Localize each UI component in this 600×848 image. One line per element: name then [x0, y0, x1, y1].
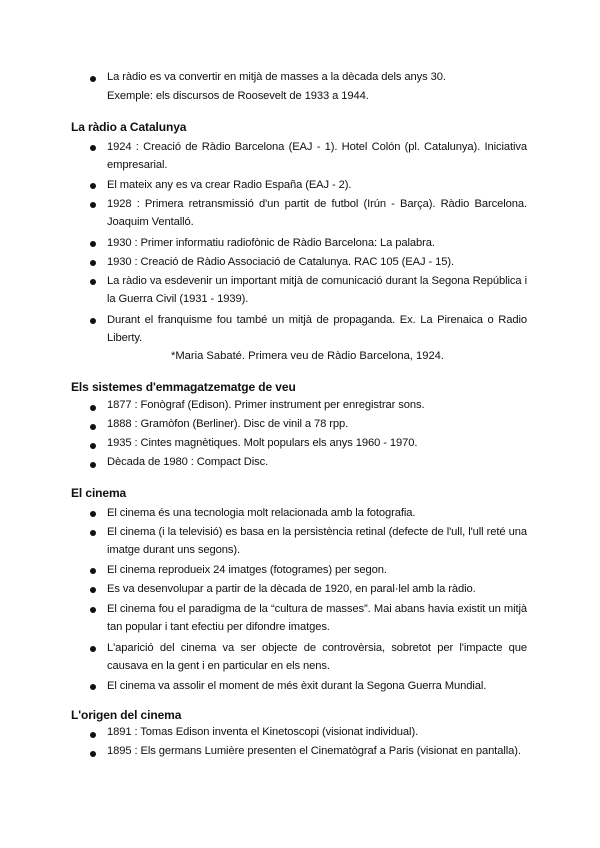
- list-item: 1877 : Fonògraf (Edison). Primer instrument per enregistrar sons.: [107, 399, 425, 411]
- section-heading-radio-catalunya: La ràdio a Catalunya: [71, 120, 187, 134]
- bullet: [90, 424, 96, 430]
- list-item: 1935 : Cintes magnètiques. Molt populars els anys 1960 - 1970.: [107, 437, 418, 449]
- list-item: El mateix any es va crear Radio España (EAJ - 2).: [107, 179, 352, 191]
- bullet: [90, 511, 96, 517]
- list-item: El cinema és una tecnologia molt relacionada amb la fotografia.: [107, 507, 416, 519]
- bullet: [90, 183, 96, 189]
- bullet: [90, 405, 96, 411]
- section-heading-veu: Els sistemes d'emmagatzematge de veu: [71, 380, 296, 394]
- bullet: [90, 76, 96, 82]
- bullet: [90, 145, 96, 151]
- list-item: 1888 : Gramòfon (Berliner). Disc de vinil a 78 rpp.: [107, 418, 349, 430]
- list-item: 1930 : Creació de Ràdio Associació de Catalunya. RAC 105 (EAJ - 15).: [107, 256, 455, 268]
- bullet: [90, 260, 96, 266]
- list-item: 1891 : Tomas Edison inventa el Kinetoscopi (visionat individual).: [107, 726, 419, 738]
- list-item: 1928 : Primera retransmissió d'un partit de futbol (Irún - Barça). Ràdio Barcelona. Joaquim Ventalló.: [107, 198, 527, 228]
- list-item: 1924 : Creació de Ràdio Barcelona (EAJ - 1). Hotel Colón (pl. Catalunya). Iniciativa empresarial.: [107, 141, 527, 171]
- bullet: [90, 443, 96, 449]
- bullet: [90, 462, 96, 468]
- bullet: [90, 751, 96, 757]
- list-item: El cinema fou el paradigma de la “cultura de masses”. Mai abans havia existit un mitjà tan popular i tant efectiu per difondre imatges.: [107, 603, 527, 633]
- bullet: [90, 318, 96, 324]
- bullet: [90, 568, 96, 574]
- list-item: 1930 : Primer informatiu radiofònic de Ràdio Barcelona: La palabra.: [107, 237, 435, 249]
- bullet: [90, 684, 96, 690]
- section-heading-cinema: El cinema: [71, 486, 127, 500]
- list-item: Es va desenvolupar a partir de la dècada de 1920, en paral·lel amb la ràdio.: [107, 583, 476, 595]
- section-heading-origen-cinema: L'origen del cinema: [71, 708, 182, 722]
- bullet: [90, 732, 96, 738]
- list-item: El cinema reprodueix 24 imatges (fotogrames) per segon.: [107, 564, 387, 576]
- list-item: El cinema (i la televisió) es basa en la persistència retinal (defecte de l'ull, l'ull reté una imatge durant uns segons).: [107, 526, 527, 556]
- bullet: [90, 241, 96, 247]
- bullet: [90, 279, 96, 285]
- bullet: [90, 202, 96, 208]
- list-item: La ràdio es va convertir en mitjà de masses a la dècada dels anys 30.: [107, 71, 446, 83]
- photo-caption: *Maria Sabaté. Primera veu de Ràdio Barcelona, 1924.: [171, 350, 445, 362]
- list-item: L'aparició del cinema va ser objecte de controvèrsia, sobretot per l'impacte que causava en la gent i en particular en els nens.: [107, 642, 527, 672]
- bullet: [90, 607, 96, 613]
- example-line: Exemple: els discursos de Roosevelt de 1933 a 1944.: [107, 90, 369, 102]
- list-item: El cinema va assolir el moment de més èxit durant la Segona Guerra Mundial.: [107, 680, 487, 692]
- bullet: [90, 587, 96, 593]
- list-item: Dècada de 1980 : Compact Disc.: [107, 456, 269, 468]
- bullet: [90, 646, 96, 652]
- list-item: La ràdio va esdevenir un important mitjà de comunicació durant la Segona República i la Guerra Civil (1931 - 1939).: [107, 275, 527, 305]
- list-item: 1895 : Els germans Lumière presenten el Cinematògraf a Paris (visionat en pantalla).: [107, 745, 521, 757]
- bullet: [90, 530, 96, 536]
- list-item: Durant el franquisme fou també un mitjà de propaganda. Ex. La Pirenaica o Radio Liberty.: [107, 314, 527, 344]
